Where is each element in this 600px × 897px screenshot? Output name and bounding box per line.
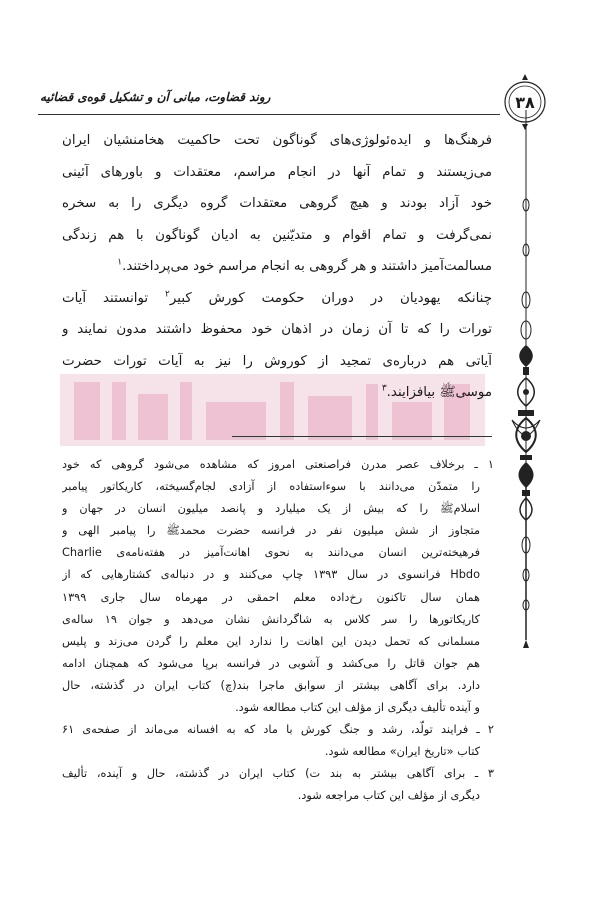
text-segment: مسالمت‌آمیز داشتند و هر گروهی به انجام مراسم خود می‌پرداختند. [122,259,492,274]
footnote-line: دارد. برای آگاهی بیشتر از سوابق ماجرا بند(چ) کتاب ایران در گذشته، حال [62,678,480,692]
text-segment: موسیﷺ بیافزایند. [386,385,492,400]
footnote-line: ۱ ـ برخلاف عصر مدرن فراصنعتی امروز که مشاهده می‌شود گروهی که خود [62,458,494,471]
footnote-ref: ۳ [381,383,387,394]
footnote-line: هم جوان قاتل را می‌کشد و آشوبی در فرانسه برپا می‌شود که همچنان ادامه [62,656,480,670]
text-line: تورات را که تا آن زمان در اذهان خود محفوظ داشتند مدون نمایند و [62,322,492,337]
main-text [62,125,492,409]
footnote-line: ۲ ـ فرایند تولّد، رشد و جنگ کورش با ماد که به افسانه می‌ماند از صفحه‌ی ۶۱ [62,723,494,737]
footnote-line: کتاب «تاریخ ایران» مطالعه شود. [324,745,480,759]
text-line: خود آزاد بودند و هیچ گروهی معتقدات گروه دیگری را به سخره [62,196,492,211]
text-line: فرهنگ‌ها و ایده‌ئولوژی‌های گوناگون تحت حاکمیت هخامنشیان ایران [62,133,492,148]
footnote-line: و آینده تألیف دیگری از مؤلف این کتاب مطالعه شود. [235,701,480,715]
page-border-ornament [500,0,560,897]
paragraph-1 [62,125,492,283]
text-line: آیاتی هم درباره‌ی تمجید از کوروش را نیز به آیات تورات حضرت [62,353,492,369]
text-line: نمی‌گرفت و تمام اقوام و متدیّنین به ادیان گوناگون با هم زندگی [62,227,492,243]
paragraph-2 [62,283,492,409]
text-line [62,283,492,315]
text-line [62,251,492,283]
text-line [62,377,492,409]
footnote-ref: ۱ [117,257,123,268]
text-line: می‌زیستند و تمام آنها در انجام مراسم، معتقدات و باورهای آئینی [62,164,492,180]
footnote-line: Hbdo فرانسوی در سال ۱۳۹۳ چاپ می‌کنند و در دنباله‌ی کشتارهایی که از [62,568,480,582]
footnote-line: کاریکاتورها را سر کلاس به شاگردانش نشان می‌دهد و جوان ۱۹ ساله‌ی [62,612,480,626]
footnote-ref: ۲ [165,289,170,300]
footnote-divider [232,436,492,437]
footnote-line: را متمدّن می‌دانند با سوءاستفاده از آزادی لجام‌گسیخته، کاریکاتور پیامبر [62,480,480,494]
footnotes [62,454,494,808]
footnote-line: مسلمانی که تحمل دیدن این اهانت را ندارد این معلم را گردن می‌زند و پلیس [62,634,480,648]
footnote-line: فرهیخته‌ترین انسان می‌دانند به نحوی اهانت‌آمیز در هفته‌نامه‌ی Charlie [62,546,480,560]
page-number: ۳۸ [515,92,535,112]
header-divider [38,114,500,115]
footnote-line: اسلامﷺ را که بیش از یک میلیارد و پانصد میلیون انسان در جهان و [62,502,480,516]
footnote-line: ۳ ـ برای آگاهی بیشتر به بند ت) کتاب ایران در گذشته، حال و آینده، تألیف [62,767,494,781]
footnote-line: دیگری از مؤلف این کتاب مراجعه شود. [297,789,480,803]
text-segment: توانستند آیات [62,290,166,306]
running-header-title: روند قضاوت، مبانی آن و تشکیل قوه‌ی قضائیه [40,90,271,104]
footnote-line: همان سال تاکنون رخ‌داده معلم احمقی در مهرماه سال جاری ۱۳۹۹ [62,590,480,604]
text-segment: چنانکه یهودیان در دوران حکومت کورش کبیر [169,290,492,306]
footnote-line: متجاوز از شش میلیون نفر در فرانسه حضرت محمدﷺ را پیامبر الهی و [62,524,480,538]
